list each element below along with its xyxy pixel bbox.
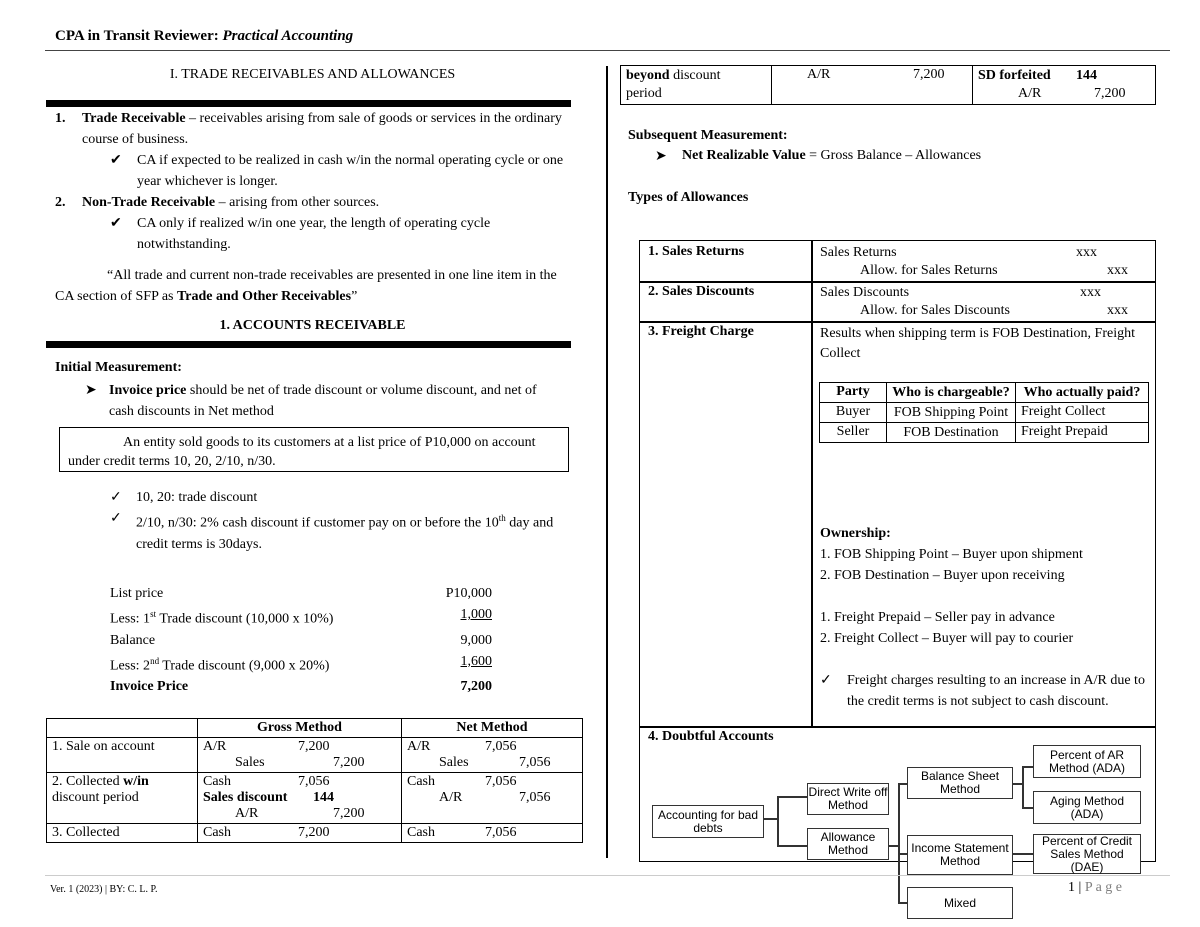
row-label: beyond discount period [621, 66, 772, 105]
node-direct-write-off: Direct Write off Method [807, 783, 889, 815]
calc-label: List price [110, 586, 164, 601]
header-net-method: Net Method [402, 719, 583, 738]
footer-page: 1 | P a g e [1068, 880, 1123, 895]
row-label: 3. Collected [47, 824, 198, 843]
credit-terms-notes [110, 487, 565, 555]
table-row [47, 738, 583, 773]
section-title-rule [46, 100, 571, 107]
nrv-text: = Gross Balance – Allowances [805, 148, 982, 163]
check-icon: ✔ [110, 216, 122, 231]
types-heading: Types of Allowances [628, 190, 749, 205]
page-number: 1 [1068, 880, 1075, 895]
row-label: 1. Sale on account [47, 738, 198, 773]
item-trade-receivable [55, 108, 570, 255]
calc-label: Invoice Price [110, 679, 189, 695]
invoice-text: should be net of trade discount or volume discount, and net of cash discounts in Net method [109, 383, 537, 419]
invoice-computation [110, 583, 492, 697]
node-income-statement-method: Income Statement Method [907, 835, 1013, 875]
table-header-row [47, 719, 583, 738]
table-header-row: Party Who is chargeable? Who actually paid? [820, 383, 1149, 403]
checkmark-icon: ✓ [110, 511, 122, 526]
term-trade-receivable: Trade Receivable [82, 111, 186, 126]
table-row [47, 773, 583, 824]
calc-label: Less: 1st Trade discount (10,000 x 10%) [110, 609, 334, 627]
header-title: CPA in Transit Reviewer: [55, 28, 223, 44]
quote-text: “All trade and current non-trade receivables are presented in one line item in the CA section of SFP as [55, 268, 557, 304]
gross-entry: A/R 7,200 [772, 66, 973, 105]
node-accounting-for-bad-debts: Accounting for bad debts [652, 805, 764, 838]
net-entry: A/R 7,056 Sales 7,056 [402, 738, 583, 773]
table-row [621, 66, 1156, 105]
node-aging-method: Aging Method (ADA) [1033, 791, 1141, 824]
header-title-italic: Practical Accounting [222, 28, 354, 44]
page-header [55, 28, 353, 45]
sales-returns-entry: Sales Returns xxx Allow. for Sales Returns xxx [820, 245, 1128, 278]
note-trade-discount: 10, 20: trade discount [136, 490, 258, 505]
node-mixed: Mixed [907, 887, 1013, 919]
quote-bold: Trade and Other Receivables [177, 289, 352, 304]
header-rule [45, 50, 1170, 51]
node-percent-of-credit-sales: Percent of Credit Sales Method (DAE) [1033, 834, 1141, 874]
arrow-icon: ➤ [85, 383, 97, 398]
footer-version: Ver. 1 (2023) | BY: C. L. P. [50, 884, 158, 895]
nrv-bullet [655, 148, 981, 165]
invoice-bullet [85, 380, 565, 422]
sales-discounts-label: 2. Sales Discounts [648, 284, 755, 299]
calc-value: 1,600 [460, 653, 492, 669]
gross-entry: A/R 7,200 Sales 7,200 [198, 738, 402, 773]
freight-party-table [819, 382, 1149, 443]
quote-paragraph [55, 265, 570, 307]
check-icon: ✔ [110, 153, 122, 168]
item-check-text: CA only if realized w/in one year, the length of operating cycle notwithstanding. [137, 216, 491, 252]
node-percent-of-ar: Percent of AR Method (ADA) [1033, 745, 1141, 778]
sales-discounts-entry: Sales Discounts xxx Allow. for Sales Discounts xxx [820, 285, 1128, 318]
subsequent-measurement-heading: Subsequent Measurement: [628, 128, 788, 143]
table-row: Seller FOB Destination Freight Prepaid [820, 423, 1149, 443]
subsection-rule [46, 341, 571, 348]
example-text: An entity sold goods to its customers at a list price of P10,000 on account under credit terms 10, 20, 2/10, n/30. [68, 435, 536, 469]
calc-value: 7,200 [460, 679, 492, 695]
item-number: 1. [55, 111, 66, 126]
section-title: I. TRADE RECEIVABLES AND ALLOWANCES [169, 67, 456, 82]
journal-entries-table [46, 718, 583, 843]
column-divider [606, 66, 608, 858]
arrow-icon: ➤ [655, 149, 667, 164]
row-label: 2. Collected w/in discount period [47, 773, 198, 824]
note-cash-discount: 2/10, n/30: 2% cash discount if customer pay on or before the 10th day and credit terms is 30days. [136, 513, 554, 552]
calc-value: P10,000 [445, 586, 492, 601]
table-row [47, 824, 583, 843]
ownership-notes: Ownership: 1. FOB Shipping Point – Buyer upon shipment 2. FOB Destination – Buyer upon receiving 1. Freight Prepaid – Seller pay in advance 2. Freight Collect – Buyer will pay to courier ✓ Freight charges resulting to an increase in A/R due to the credit terms is not subject to cash discount. [820, 523, 1150, 712]
net-entry: SD forfeited 144 A/R 7,200 [973, 66, 1156, 105]
table-row: Buyer FOB Shipping Point Freight Collect [820, 403, 1149, 423]
node-balance-sheet-method: Balance Sheet Method [907, 767, 1013, 799]
freight-charge-text: Results when shipping term is FOB Destination, Freight Collect [820, 326, 1135, 361]
header-gross-method: Gross Method [198, 719, 402, 738]
subsection-title: 1. ACCOUNTS RECEIVABLE [219, 318, 406, 333]
example-box [59, 427, 569, 472]
item-text: – arising from other sources. [215, 195, 380, 210]
calc-label: Balance [110, 632, 156, 648]
freight-charge-label: 3. Freight Charge [648, 324, 754, 339]
item-check-text: CA if expected to be realized in cash w/in the normal operating cycle or one year whichever is longer. [137, 153, 564, 189]
calc-value: 1,000 [460, 607, 492, 622]
footer-rule [45, 875, 1170, 876]
sales-returns-label: 1. Sales Returns [648, 244, 745, 259]
net-entry: Cash 7,056 [402, 824, 583, 843]
net-entry: Cash 7,056 A/R 7,056 [402, 773, 583, 824]
doubtful-accounts-label: 4. Doubtful Accounts [648, 729, 774, 744]
invoice-term: Invoice price [109, 383, 187, 398]
page-word: P a g e [1084, 880, 1123, 895]
quote-end: ” [351, 289, 358, 304]
continued-entries-table [620, 65, 1156, 105]
calc-value: 9,000 [460, 632, 492, 648]
checkmark-icon: ✓ [820, 673, 832, 688]
ownership-heading: Ownership: [820, 526, 891, 541]
gross-entry: Cash 7,056 Sales discount 144 A/R 7,200 [198, 773, 402, 824]
initial-measurement-heading: Initial Measurement: [55, 360, 182, 375]
item-number: 2. [55, 195, 66, 210]
checkmark-icon: ✓ [110, 490, 122, 505]
term-non-trade-receivable: Non-Trade Receivable [82, 195, 216, 210]
calc-label: Less: 2nd Trade discount (9,000 x 20%) [110, 655, 330, 674]
item-text: – receivables arising from sale of goods or services in the ordinary course of business. [82, 111, 562, 147]
nrv-term: Net Realizable Value [682, 148, 806, 163]
gross-entry: Cash 7,200 [198, 824, 402, 843]
node-allowance-method: Allowance Method [807, 828, 889, 860]
